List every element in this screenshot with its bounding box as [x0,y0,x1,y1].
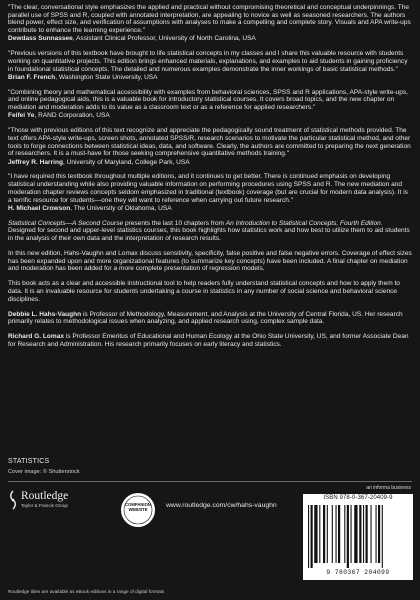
publisher-name: Routledge [21,490,69,502]
endorsement-2 [8,50,412,81]
endorser-affiliation: , RAND Corporation, USA [34,112,110,120]
endorser-name: Brian F. French [8,73,56,81]
description-paragraph-1: Statistical Concepts—A Second Course presents the last 10 chapters from An Introduction to Statistical Concepts, Fourth Edition. Designed for second and upper-level statistics courses, this book highlights how statistics work and how best to utilize them to aid students in the analysis of their own data and the interpretation of research results. [8,219,410,243]
book-title: Statistical Concepts—A Second Course [8,219,124,227]
routledge-logo [8,488,78,532]
publisher-group: Taylor & Francis Group [21,503,68,508]
endorsement-3 [8,89,412,120]
endorsement-text: "Combining theory and mathematical accessibility with examples from behavioral sciences, SPSS and R applications, APA-style write-ups, and online pedagogical aids, this is a valuable book for introductory statistical courses. It covers broad topics, and the new chapter on mediation and moderation adds to its value as a classroom text or as a reference for applied researchers." [8,88,408,112]
cover-image-credit: Cover image: © Shutterstock [8,469,80,475]
cover-text [8,4,412,356]
endorsement-text: "The clear, conversational style emphasizes the applied and practical without compromising theoretical and conceptual underpinnings. The parallel use of SPSS and R, coupled with annotated interpretation, are appealing to novice as well as seasoned researchers. The authors blend power, effect size, and verification of assumptions with analyses to make a compelling and complete story. Visuals and APA write-ups contribute to enhance the learning experience." [8,4,411,35]
endorsement-text: "I have required this textbook throughout multiple editions, and it continues to get better. There is continued emphasis on developing statistical understanding while also providing valuable information on performing procedures using SPSS and R. The new mediation and moderation chapter reviews concepts seldom emphasized in traditional (textbook) coverage (but are crucial for modern data analysis). It is a terrific resource for students—one they will want to reference when carrying out future research." [8,173,408,204]
description-paragraph-2: In this new edition, Hahs-Vaughn and Lomax discuss sensitivity, specificity, false positive and false negative errors. Coverage of effect sizes has been expanded upon and more organizational features (to summarize key concepts) have been included. A final chapter on mediation and moderation has been added for a more complete presentation of regression models. [8,249,412,273]
endorser-name: Jeffrey R. Harring [8,158,63,166]
ebook-availability-note: Routledge titles are available as eBook editions in a range of digital formats [8,589,165,594]
endorsement-4 [8,127,412,166]
author-bio-2: Richard G. Lomax is Professor Emeritus of Educational and Human Ecology at the Ohio State University, US, and former Associate Dean for Research and Administration. His research primarily focuses on early literacy and statistics. [8,333,409,348]
endorser-name: Dewdass Sunnassee [8,35,73,43]
companion-website-url[interactable]: www.routledge.com/cw/hahs-vaughn [166,502,277,509]
author-name: Debbie L. Hahs-Vaughn [8,310,82,318]
informa-tagline: an informa business [366,485,411,491]
barcode-digits: 9 780367 204099 [326,569,390,576]
endorser-name: H. Michael Crowson [8,204,71,212]
endorsement-text: "Those with previous editions of this text recognize and appreciate the pedagogically sound treatment of statistical methods provided. The text offers APA-style write-ups, screen shots, annotated SPSS/R, research scenarios to motivate the particular statistical method, and other tools to forge connections between statistical ideas, data, and software. Clearly, the authors are committed to preparing the next generation of researchers. It is a must-have for those seeking comprehensive quantitative methods training." [8,127,411,158]
source-book-title: An Introduction to Statistical Concepts, Fourth Edition [225,219,381,227]
subject-category: STATISTICS [8,458,50,465]
footer-divider [8,481,412,482]
author-name: Richard G. Lomax [8,333,65,341]
author-bio-1: Debbie L. Hahs-Vaughn is Professor of Methodology, Measurement, and Analysis at the University of Central Florida, US. Her research primarily relates to methodological issues when analyzing, and applied research using, complex sample data. [8,310,403,326]
endorser-name: Feifei Ye [8,112,35,120]
routledge-mark-icon [8,490,18,510]
endorsement-5 [8,173,412,212]
endorser-affiliation: , University of Maryland, College Park, USA [62,158,190,166]
endorsement-1 [8,4,412,43]
isbn-number: ISBN 978-0-367-20409-9 [323,495,393,501]
barcode-icon [306,505,410,568]
endorser-affiliation: , The University of Oklahoma, USA [70,204,172,212]
endorser-affiliation: , Washington State University, USA [55,73,158,81]
description-paragraph-3: This book acts as a clear and accessible instructional tool to help readers fully understand statistical concepts and how to apply them to data. It is an invaluable resource for students undertaking a course in statistics in any number of social science and behavioral science disciplines. [8,280,400,303]
endorsement-text: "Previous versions of this textbook have brought to life statistical concepts in my classes and I share this valuable resource with students working on quantitative projects. This edition brings enhanced materials, explanations, and examples to aid students in gaining proficiency in foundational statistical concepts. The detailed and numerous examples demonstrate the inner workings of basic statistical methods." [8,50,408,73]
companion-website-label: COMPANION WEBSITE [125,502,151,512]
endorser-affiliation: , Assistant Clinical Professor, University of North Carolina, USA [72,35,256,43]
